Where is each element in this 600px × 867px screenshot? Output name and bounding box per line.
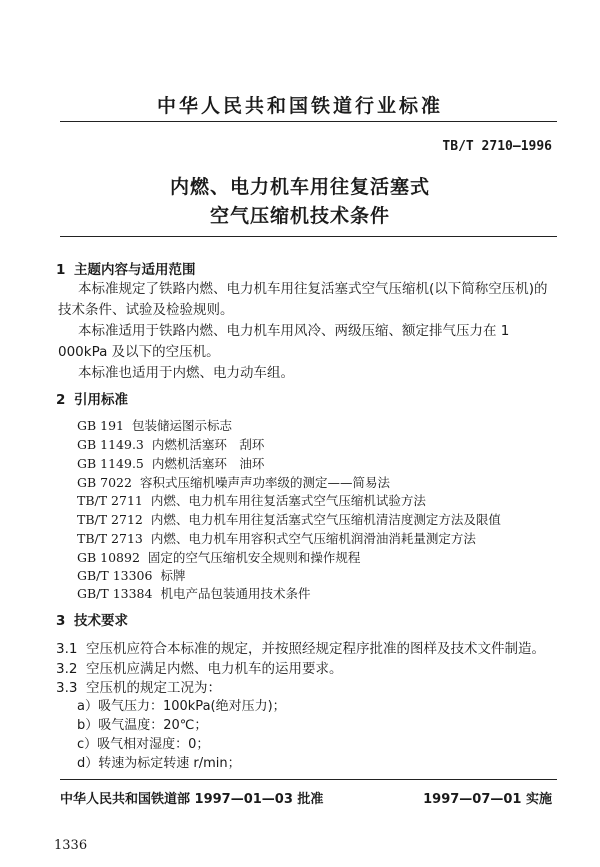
reference-item: [77, 491, 426, 509]
reference-code: TB/T 2711: [77, 493, 143, 508]
section-number: 1: [56, 262, 66, 278]
condition-item: c）吸气相对湿度：0；: [77, 737, 210, 752]
reference-item: [77, 510, 501, 528]
doc-title-line2: 空气压缩机技术条件: [209, 205, 390, 227]
requirement-text: 空压机应满足内燃、电力机车的运用要求。: [86, 661, 343, 677]
requirement-item: [56, 637, 545, 657]
requirement-number: 3.1: [56, 641, 78, 657]
section-number: 2: [56, 392, 66, 408]
reference-code: GB 7022: [77, 475, 132, 490]
section-title: 主题内容与适用范围: [74, 262, 196, 278]
paragraph-applicability: 本标准适用于铁路内燃、电力机车用风冷、两级压缩、额定排气压力在 1 000kPa 及以下的空压机。: [58, 323, 510, 360]
reference-item: [77, 548, 360, 566]
reference-item: [77, 566, 185, 584]
section-heading-2: [56, 388, 128, 408]
section-title: 引用标准: [74, 392, 128, 408]
reference-item: [77, 454, 264, 472]
doc-title-line1: 内燃、电力机车用往复活塞式: [169, 176, 430, 198]
reference-code: GB 1149.5: [77, 456, 144, 471]
title-rule: [60, 236, 557, 237]
paragraph-scope: 本标准规定了铁路内燃、电力机车用往复活塞式空气压缩机(以下简称空压机)的技术条件、试验及检验规则。: [58, 281, 548, 318]
reference-title: 容积式压缩机噪声声功率级的测定——简易法: [139, 475, 390, 490]
reference-code: GB 10892: [77, 550, 140, 565]
requirement-text: 空压机的规定工况为：: [86, 680, 221, 696]
org-title: 中华人民共和国铁道行业标准: [156, 95, 443, 117]
reference-code: TB/T 2713: [77, 531, 143, 546]
condition-item: a）吸气压力：100kPa(绝对压力)；: [77, 699, 286, 714]
reference-code: GB/T 13384: [77, 586, 153, 601]
reference-title: 内燃机活塞环 刮环: [151, 437, 265, 452]
reference-item: [77, 529, 476, 547]
reference-title: 内燃、电力机车用往复活塞式空气压缩机试验方法: [150, 493, 426, 508]
reference-code: GB 191: [77, 418, 125, 433]
reference-title: 内燃、电力机车用往复活塞式空气压缩机清洁度测定方法及限值: [150, 512, 501, 527]
condition-item: b）吸气温度：20℃；: [77, 718, 208, 733]
header-rule: [60, 121, 557, 122]
reference-item: [77, 584, 310, 602]
page-number: 1336: [54, 838, 88, 853]
reference-title: 内燃、电力机车用容积式空气压缩机润滑油消耗量测定方法: [150, 531, 476, 546]
requirement-item: [56, 676, 221, 696]
section-title: 技术要求: [74, 613, 128, 629]
approval-statement: 中华人民共和国铁道部 1997—01—03 批准: [60, 792, 324, 807]
reference-code: GB/T 13306: [77, 568, 153, 583]
paragraph-also-applies: 本标准也适用于内燃、电力动车组。: [78, 365, 294, 381]
reference-title: 包装储运图示标志: [132, 418, 233, 433]
reference-title: 标牌: [160, 568, 186, 583]
reference-item: [77, 435, 264, 453]
section-number: 3: [56, 613, 66, 629]
requirement-number: 3.3: [56, 680, 78, 696]
requirement-item: [56, 657, 343, 677]
effective-date: 1997—07—01 实施: [423, 792, 552, 807]
condition-item: d）转速为标定转速 r/min；: [77, 756, 241, 771]
reference-code: GB 1149.3: [77, 437, 144, 452]
reference-item: [77, 416, 232, 434]
section-heading-1: [56, 258, 196, 278]
reference-code: TB/T 2712: [77, 512, 143, 527]
requirement-text: 空压机应符合本标准的规定，并按照经规定程序批准的图样及技术文件制造。: [86, 641, 545, 657]
reference-title: 固定的空气压缩机安全规则和操作规程: [147, 550, 361, 565]
footer-rule: [60, 779, 557, 780]
reference-item: [77, 473, 390, 491]
reference-title: 内燃机活塞环 油环: [151, 456, 265, 471]
section-heading-3: [56, 609, 128, 629]
requirement-number: 3.2: [56, 661, 78, 677]
reference-title: 机电产品包装通用技术条件: [160, 586, 311, 601]
standard-code: TB/T 2710—1996: [442, 139, 552, 154]
